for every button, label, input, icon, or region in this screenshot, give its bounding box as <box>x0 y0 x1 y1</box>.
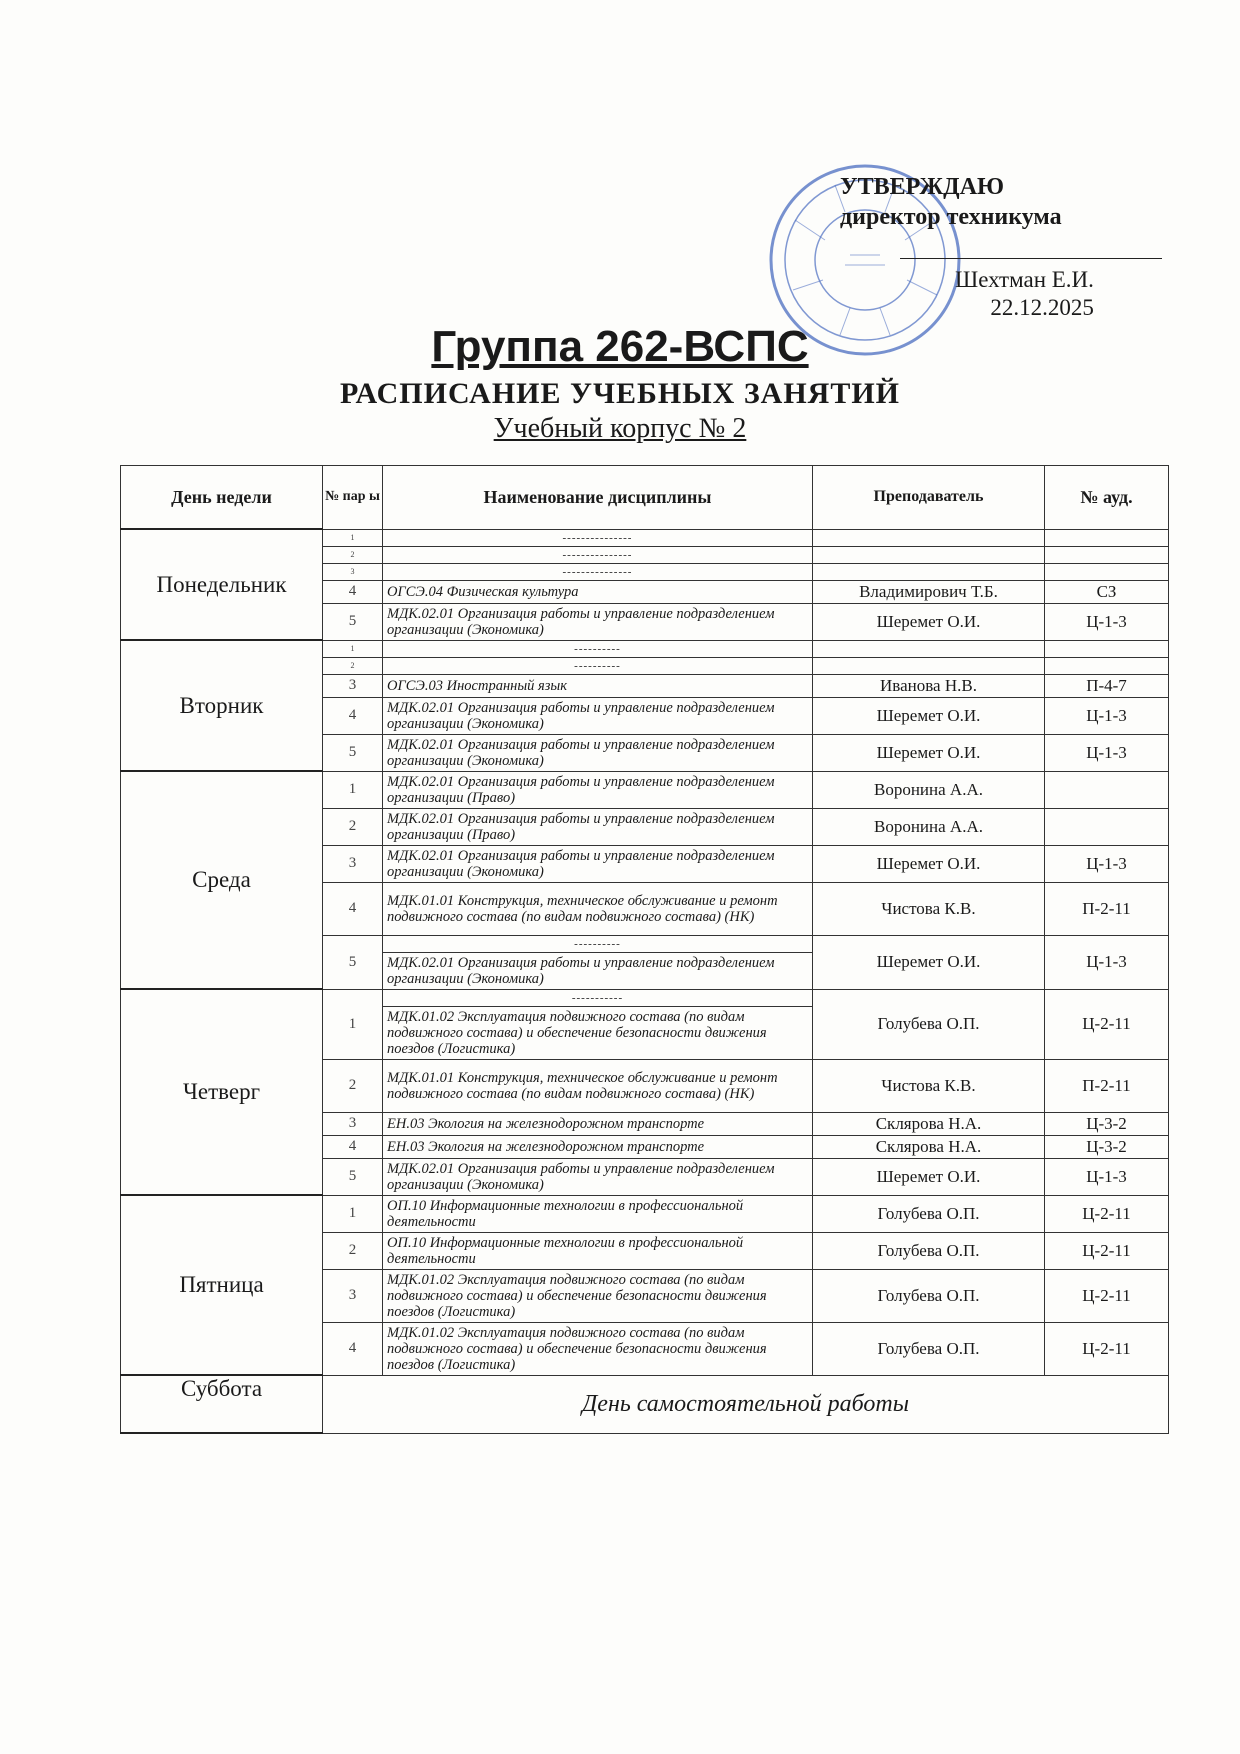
day-cell-tuesday: Вторник <box>121 640 323 771</box>
pair-number: 2 <box>323 546 383 563</box>
teacher-cell: Воронина А.А. <box>813 808 1045 845</box>
pair-number: 2 <box>323 1232 383 1269</box>
pair-number: 1 <box>323 1195 383 1232</box>
teacher-cell: Голубева О.П. <box>813 1269 1045 1322</box>
discipline-cell: МДК.02.01 Организация работы и управление подразделением организации (Право) <box>383 771 813 808</box>
discipline-cell: ОП.10 Информационные технологии в профессиональной деятельности <box>383 1195 813 1232</box>
discipline-cell: ОП.10 Информационные технологии в профессиональной деятельности <box>383 1232 813 1269</box>
discipline-cell: МДК.01.02 Эксплуатация подвижного состава (по видам подвижного состава) и обеспечение безопасности движения поездов (Логистика) <box>383 1269 813 1322</box>
approval-position: директор техникума <box>840 204 1062 230</box>
header-pair: № пар ы <box>323 466 383 530</box>
signature-line <box>900 258 1162 259</box>
pair-number: 4 <box>323 882 383 935</box>
discipline-cell: МДК.02.01 Организация работы и управление подразделением организации (Экономика) <box>383 697 813 734</box>
room-cell: СЗ <box>1045 580 1169 603</box>
table-row <box>121 529 1169 546</box>
room-cell: Ц-2-11 <box>1045 989 1169 1059</box>
discipline-cell: МДК.01.01 Конструкция, техническое обслуживание и ремонт подвижного состава (по видам подвижного состава) (НК) <box>383 882 813 935</box>
teacher-cell: Склярова Н.А. <box>813 1112 1045 1135</box>
approval-block <box>840 172 1170 232</box>
teacher-cell <box>813 546 1045 563</box>
room-cell: Ц-1-3 <box>1045 603 1169 640</box>
discipline-cell: МДК.02.01 Организация работы и управление подразделением организации (Экономика) <box>383 1158 813 1195</box>
teacher-cell: Голубева О.П. <box>813 1195 1045 1232</box>
teacher-cell: Шеремет О.И. <box>813 697 1045 734</box>
room-cell: Ц-2-11 <box>1045 1269 1169 1322</box>
teacher-cell: Воронина А.А. <box>813 771 1045 808</box>
approval-title: УТВЕРЖДАЮ <box>840 174 1005 200</box>
room-cell <box>1045 546 1169 563</box>
room-cell: Ц-1-3 <box>1045 1158 1169 1195</box>
room-cell <box>1045 771 1169 808</box>
teacher-cell <box>813 563 1045 580</box>
discipline-cell: --------------- <box>383 563 813 580</box>
pair-number: 5 <box>323 603 383 640</box>
discipline-cell: ---------- <box>383 657 813 674</box>
table-header-row <box>121 466 1169 530</box>
day-cell-saturday: Суббота <box>121 1375 323 1433</box>
room-cell: Ц-2-11 <box>1045 1322 1169 1375</box>
discipline-cell: МДК.02.01 Организация работы и управление подразделением организации (Экономика) <box>383 734 813 771</box>
room-cell: Ц-2-11 <box>1045 1232 1169 1269</box>
teacher-cell: Шеремет О.И. <box>813 1158 1045 1195</box>
discipline-cell: МДК.02.01 Организация работы и управление подразделением организации (Экономика) <box>383 603 813 640</box>
room-cell: Ц-1-3 <box>1045 697 1169 734</box>
table-row <box>121 771 1169 808</box>
day-cell-wednesday: Среда <box>121 771 323 989</box>
discipline-cell: ОГСЭ.04 Физическая культура <box>383 580 813 603</box>
pair-number: 1 <box>323 989 383 1059</box>
pair-number: 3 <box>323 674 383 697</box>
schedule-table <box>120 465 1169 1434</box>
teacher-cell <box>813 640 1045 657</box>
room-cell: Ц-1-3 <box>1045 734 1169 771</box>
discipline-cell: МДК.02.01 Организация работы и управление подразделением организации (Экономика) <box>383 952 813 989</box>
header-room: № ауд. <box>1045 466 1169 530</box>
room-cell <box>1045 640 1169 657</box>
building-title: Учебный корпус № 2 <box>493 413 747 444</box>
discipline-cell: МДК.02.01 Организация работы и управление подразделением организации (Экономика) <box>383 845 813 882</box>
teacher-cell <box>813 657 1045 674</box>
pair-number: 5 <box>323 935 383 989</box>
signer-name: Шехтман Е.И. <box>955 267 1094 292</box>
room-cell: П-4-7 <box>1045 674 1169 697</box>
room-cell: П-2-11 <box>1045 1059 1169 1112</box>
pair-number: 5 <box>323 734 383 771</box>
room-cell: Ц-3-2 <box>1045 1112 1169 1135</box>
teacher-cell: Голубева О.П. <box>813 1232 1045 1269</box>
table-row-saturday <box>121 1375 1169 1433</box>
room-cell: Ц-1-3 <box>1045 935 1169 989</box>
day-cell-monday: Понедельник <box>121 529 323 640</box>
teacher-cell: Шеремет О.И. <box>813 935 1045 989</box>
room-cell <box>1045 657 1169 674</box>
discipline-cell: ---------- <box>383 935 813 952</box>
pair-number: 1 <box>323 771 383 808</box>
discipline-cell: ---------- <box>383 640 813 657</box>
pair-number: 2 <box>323 657 383 674</box>
teacher-cell: Голубева О.П. <box>813 1322 1045 1375</box>
schedule-title: РАСПИСАНИЕ УЧЕБНЫХ ЗАНЯТИЙ <box>339 377 901 410</box>
group-title: Группа 262-ВСПС <box>431 322 809 371</box>
room-cell <box>1045 563 1169 580</box>
teacher-cell: Склярова Н.А. <box>813 1135 1045 1158</box>
teacher-cell: Чистова К.В. <box>813 1059 1045 1112</box>
teacher-cell: Голубева О.П. <box>813 989 1045 1059</box>
room-cell <box>1045 808 1169 845</box>
pair-number: 3 <box>323 563 383 580</box>
discipline-cell: МДК.01.01 Конструкция, техническое обслуживание и ремонт подвижного состава (по видам подвижного состава) (НК) <box>383 1059 813 1112</box>
pair-number: 3 <box>323 1269 383 1322</box>
pair-number: 3 <box>323 845 383 882</box>
teacher-cell: Чистова К.В. <box>813 882 1045 935</box>
room-cell: П-2-11 <box>1045 882 1169 935</box>
teacher-cell: Шеремет О.И. <box>813 734 1045 771</box>
discipline-cell: ЕН.03 Экология на железнодорожном транспорте <box>383 1112 813 1135</box>
pair-number: 5 <box>323 1158 383 1195</box>
pair-number: 1 <box>323 640 383 657</box>
signer-block <box>955 266 1094 322</box>
saturday-note: День самостоятельной работы <box>323 1375 1169 1433</box>
discipline-cell: --------------- <box>383 546 813 563</box>
pair-number: 3 <box>323 1112 383 1135</box>
pair-number: 2 <box>323 808 383 845</box>
teacher-cell: Владимирович Т.Б. <box>813 580 1045 603</box>
discipline-cell: ОГСЭ.03 Иностранный язык <box>383 674 813 697</box>
teacher-cell: Иванова Н.В. <box>813 674 1045 697</box>
day-cell-friday: Пятница <box>121 1195 323 1375</box>
discipline-cell: --------------- <box>383 529 813 546</box>
table-row <box>121 1195 1169 1232</box>
teacher-cell: Шеремет О.И. <box>813 845 1045 882</box>
header-discipline: Наименование дисциплины <box>383 466 813 530</box>
header-teacher: Преподаватель <box>813 466 1045 530</box>
discipline-cell: МДК.02.01 Организация работы и управление подразделением организации (Право) <box>383 808 813 845</box>
pair-number: 4 <box>323 580 383 603</box>
discipline-cell: МДК.01.02 Эксплуатация подвижного состава (по видам подвижного состава) и обеспечение безопасности движения поездов (Логистика) <box>383 1322 813 1375</box>
room-cell: Ц-1-3 <box>1045 845 1169 882</box>
teacher-cell: Шеремет О.И. <box>813 603 1045 640</box>
pair-number: 1 <box>323 529 383 546</box>
table-row <box>121 989 1169 1006</box>
day-cell-thursday: Четверг <box>121 989 323 1195</box>
pair-number: 4 <box>323 1135 383 1158</box>
room-cell: Ц-2-11 <box>1045 1195 1169 1232</box>
header-day: День недели <box>121 466 323 530</box>
room-cell <box>1045 529 1169 546</box>
discipline-cell: ЕН.03 Экология на железнодорожном транспорте <box>383 1135 813 1158</box>
discipline-cell: МДК.01.02 Эксплуатация подвижного состава (по видам подвижного состава) и обеспечение безопасности движения поездов (Логистика) <box>383 1006 813 1059</box>
pair-number: 4 <box>323 697 383 734</box>
pair-number: 4 <box>323 1322 383 1375</box>
table-row <box>121 640 1169 657</box>
room-cell: Ц-3-2 <box>1045 1135 1169 1158</box>
discipline-cell: ----------- <box>383 989 813 1006</box>
teacher-cell <box>813 529 1045 546</box>
pair-number: 2 <box>323 1059 383 1112</box>
approval-date: 22.12.2025 <box>990 295 1094 320</box>
